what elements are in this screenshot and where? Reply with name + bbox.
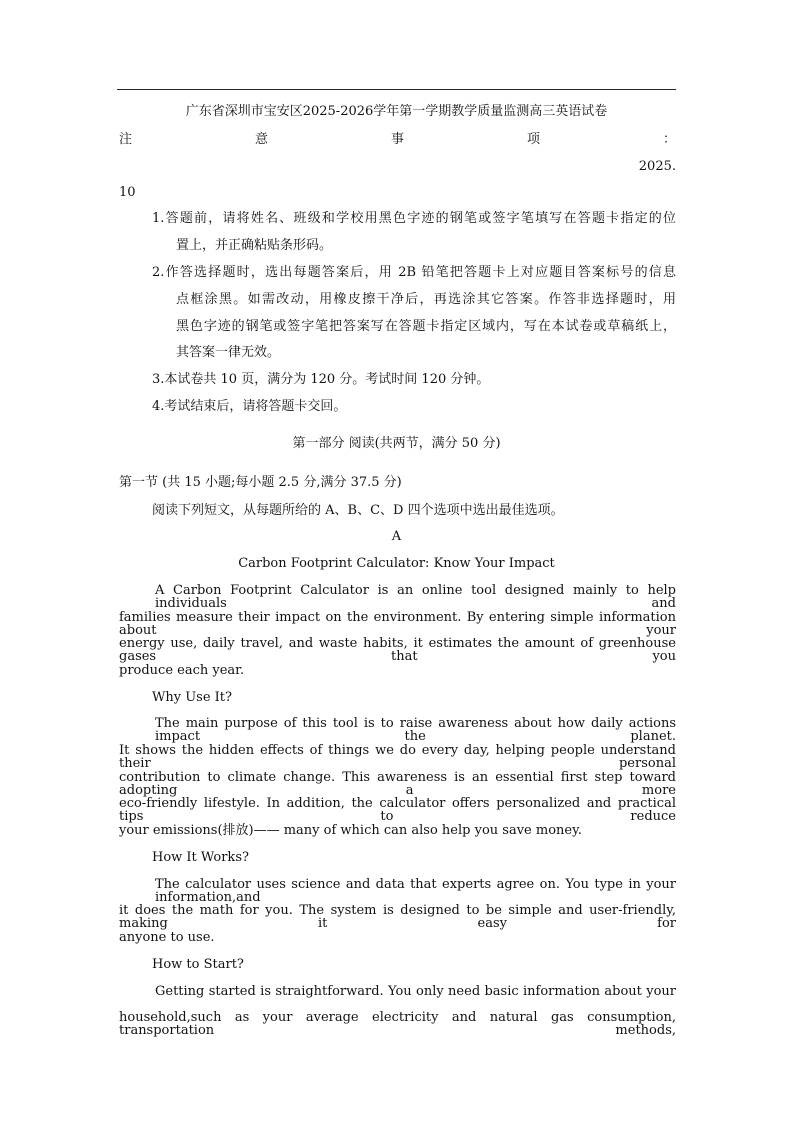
notice-char: 意 xyxy=(254,132,268,147)
instruction-4: 4.考试结束后，请将答题卡交回。 xyxy=(152,399,347,414)
subheading-why-use-it: Why Use It? xyxy=(152,690,232,705)
exam-date-part1: 2025. xyxy=(638,159,676,174)
instruction-2-line-3: 黑色字迹的钢笔或签字笔把答案写在答题卡指定区域内，写在本试卷或草稿纸上， xyxy=(176,319,676,334)
exam-date-part2: 10 xyxy=(119,185,136,200)
instruction-1-line-2: 置上，并正确粘贴条形码。 xyxy=(176,238,333,253)
paragraph-4-line-1: Getting started is straightforward. You only need basic information about your xyxy=(155,984,676,999)
paragraph-3-line-2: it does the math for you. The system is designed to be simple and user-friendly, making it easy for xyxy=(119,903,676,931)
header-rule xyxy=(117,89,676,90)
paragraph-3-line-1: The calculator uses science and data that experts agree on. You type in your information,and xyxy=(155,877,676,905)
paragraph-4-line-2: household,such as your average electricity and natural gas consumption, transportation methods, xyxy=(119,1010,676,1038)
notice-char: 事 xyxy=(390,132,404,147)
subheading-how-it-works: How It Works? xyxy=(152,850,249,865)
instruction-1-line-1: 1.答题前，请将姓名、班级和学校用黑色字迹的钢笔或签字笔填写在答题卡指定的位 xyxy=(152,211,676,226)
paragraph-2-line-2: It shows the hidden effects of things we do every day, helping people understand their personal xyxy=(119,743,676,771)
paragraph-2-line-4: eco-friendly lifestyle. In addition, the calculator offers personalized and practical tips to reduce xyxy=(119,796,676,824)
paragraph-1-line-1: A Carbon Footprint Calculator is an online tool designed mainly to help individuals and xyxy=(155,583,676,611)
passage-title: Carbon Footprint Calculator: Know Your Impact xyxy=(238,556,555,571)
exam-title: 广东省深圳市宝安区2025-2026学年第一学期教学质量监测高三英语试卷 xyxy=(185,104,608,119)
paragraph-2-line-3: contribution to climate change. This awareness is an essential first step toward adopting a more xyxy=(119,770,676,798)
notice-char: 项 xyxy=(526,132,540,147)
instruction-2-line-4: 其答案一律无效。 xyxy=(176,345,281,360)
notice-char: ： xyxy=(662,132,676,147)
paragraph-2-line-5: your emissions(排放)—— many of which can also help you save money. xyxy=(119,823,582,838)
paragraph-1-line-2: families measure their impact on the environment. By entering simple information about your xyxy=(119,610,676,638)
paragraph-1-line-3: energy use, daily travel, and waste habits, it estimates the amount of greenhouse gases that you xyxy=(119,636,676,664)
paragraph-1-line-4: produce each year. xyxy=(119,663,245,678)
passage-label: A xyxy=(391,529,402,544)
section1-heading: 第一节 (共 15 小题;每小题 2.5 分,满分 37.5 分) xyxy=(119,475,402,490)
part1-title: 第一部分 阅读(共两节，满分 50 分) xyxy=(292,436,501,451)
reading-directions: 阅读下列短文，从每题所给的 A、B、C、D 四个选项中选出最佳选项。 xyxy=(152,503,564,518)
paragraph-2-line-1: The main purpose of this tool is to raise awareness about how daily actions impact the planet. xyxy=(155,716,676,744)
instruction-2-line-2: 点框涂黑。如需改动，用橡皮擦干净后，再选涂其它答案。作答非选择题时，用 xyxy=(176,292,676,307)
notice-char: 注 xyxy=(119,132,133,147)
instruction-3: 3.本试卷共 10 页，满分为 120 分。考试时间 120 分钟。 xyxy=(152,372,490,387)
notice-heading xyxy=(119,133,676,146)
instruction-2-line-1: 2.作答选择题时，选出每题答案后，用 2B 铅笔把答题卡上对应题目答案标号的信息 xyxy=(152,265,676,280)
subheading-how-to-start: How to Start? xyxy=(152,957,244,972)
paragraph-3-line-3: anyone to use. xyxy=(119,930,215,945)
